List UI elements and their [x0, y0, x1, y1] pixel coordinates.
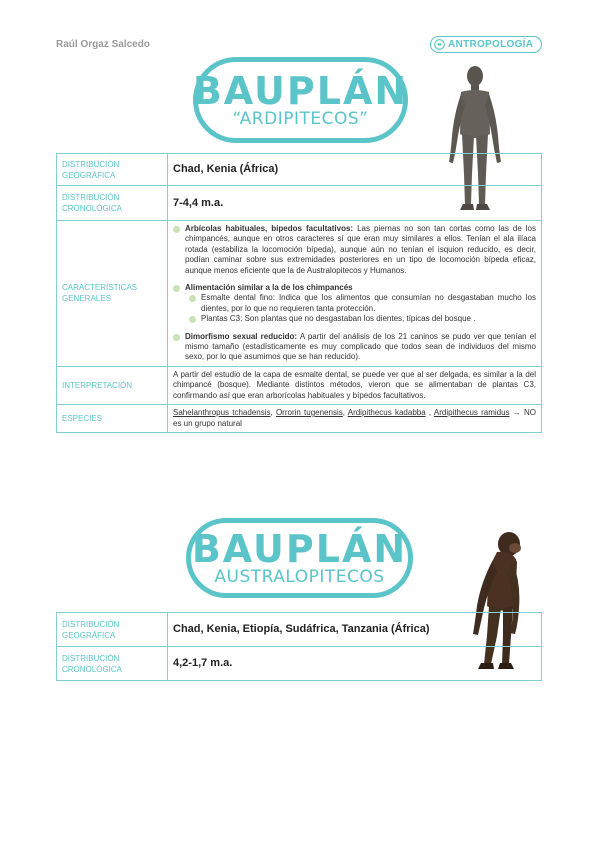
table-row: [57, 647, 542, 681]
species-separator: ,: [342, 408, 348, 418]
brain-icon: [434, 39, 445, 50]
species-name: Orrorin tugenensis: [275, 408, 343, 418]
item-heading: Arbícolas habituales, bípedos facultativos:: [185, 224, 354, 233]
table-row: [57, 613, 542, 647]
row-label: DISTRIBUCIÓN GEOGRÁFICA: [57, 154, 168, 186]
species-name: Ardipithecus kadabba: [347, 408, 426, 418]
item-text: A partir del análisis de los 21 caninos se pudo ver que tenían el mismo tamaño (estadísticamente es muy complicado que todos sean de individuos del mismo sexo, por lo que asumimos que se han reducido).: [185, 331, 536, 362]
list-item: [173, 224, 536, 276]
species-name: Sahelanthropus tchadensis: [173, 408, 271, 418]
row-label: DISTRIBUCIÓN CRONOLÓGICA: [57, 186, 168, 221]
row-label: INTERPRETACIÓN: [57, 366, 168, 404]
row-label: ESPECIES: [57, 405, 168, 433]
row-label: CARACTERÍSTICAS GENERALES: [57, 221, 168, 367]
author-name: Raúl Orgaz Salcedo: [56, 39, 150, 50]
section-title-ardipitecos: [193, 57, 408, 143]
species-separator: ,: [425, 408, 434, 418]
row-value: Chad, Kenia, Etiopía, Sudáfrica, Tanzania (África): [168, 613, 542, 647]
list-item: [173, 283, 536, 293]
table-row: [57, 221, 542, 367]
subject-tag-label: ANTROPOLOGÍA: [448, 39, 534, 50]
item-heading: Alimentación similar a la de los chimpancés: [185, 283, 353, 293]
table-row: [57, 154, 542, 186]
list-subitem: Esmalte dental fino: Indica que los alimentos que consumían no desgastaban mucho los dientes, por lo que no requieren tanta protección.: [173, 293, 536, 314]
interpretation-text: A partir del estudio de la capa de esmalte dental, se puede ver que al ser delgada, es similar a la del chimpancé (bosque). Mediante distintos métodos, vieron que se alimentaban de plantas C3, confirmando así que eran arborícolas habituales y bípedos facultativos.: [168, 366, 542, 404]
species-cell: [168, 405, 542, 433]
row-value: Chad, Kenia (África): [168, 154, 542, 186]
species-name: Ardipithecus ramidus: [433, 408, 510, 418]
table-row: [57, 366, 542, 404]
table-row: [57, 405, 542, 433]
row-label: DISTRIBUCIÓN CRONOLÓGICA: [57, 647, 168, 681]
row-value: 4,2-1,7 m.a.: [168, 647, 542, 681]
item-text: Las piernas no son tan cortas como las de los chimpancés, aunque en otros caracteres sí que eran muy similares a ellos. Tenían el ala ilíaca rotada (estabiliza la locomoción bípeda), aunque aún no tenían el isquion reducido, es decir, podían caminar sobre sus extremidades posteriores en un tipo de locomoción bípeda eficaz, aunque menos eficiente que la de Australopitecos y Humanos.: [185, 224, 537, 275]
australopitecos-table: [56, 612, 542, 681]
list-subitem: Plantas C3: Son plantas que no desgastaban los dientes, típicas del bosque .: [173, 314, 536, 324]
table-row: [57, 186, 542, 221]
species-note: → NO es un grupo natural: [173, 408, 536, 428]
section-title: BAUPLÁN: [191, 527, 408, 571]
section-subtitle: “ARDIPITECOS”: [232, 109, 369, 129]
characteristics-cell: [168, 221, 542, 367]
section-title: BAUPLÁN: [192, 69, 409, 113]
subject-tag: [430, 36, 542, 53]
section-title-australopitecos: [186, 518, 413, 598]
ardipitecos-table: [56, 153, 542, 433]
species-separator: ,: [270, 408, 276, 418]
row-label: DISTRIBUCIÓN GEOGRÁFICA: [57, 613, 168, 647]
section-subtitle: AUSTRALOPITECOS: [214, 567, 385, 587]
list-item: [173, 332, 536, 363]
item-heading: Dimorfismo sexual reducido:: [185, 331, 298, 341]
row-value: 7-4,4 m.a.: [168, 186, 542, 221]
